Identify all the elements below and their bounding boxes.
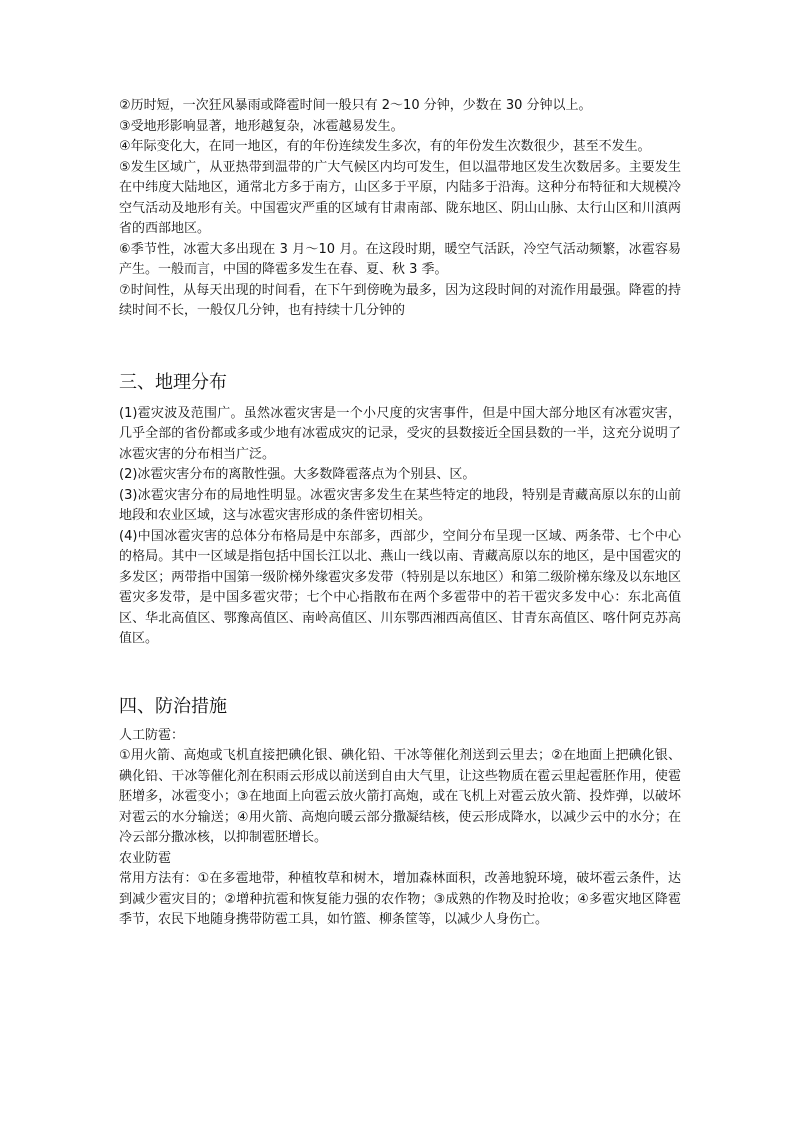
section-heading-prevention: 四、防治措施: [119, 695, 227, 717]
paragraph-item-4: ④年际变化大，在同一地区，有的年份连续发生多次，有的年份发生次数很少，甚至不发生。: [119, 139, 651, 154]
paragraph-item-6: ⑥季节性，冰雹大多出现在 3 月～10 月。在这段时期，暖空气活跃，冷空气活动频繁，冰雹容易产生。一般而言，中国的降雹多发生在春、夏、秋 3 季。: [119, 241, 681, 277]
artificial-hail-text: ①用火箭、高炮或飞机直接把碘化银、碘化铅、干冰等催化剂送到云里去；②在地面上把碘化银、碘化铅、干冰等催化剂在积雨云形成以前送到自由大气里，让这些物质在雹云里起雹胚作用，使雹胚增多，冰雹变小；③在地面上向雹云放火箭打高炮，或在飞机上对雹云放火箭、投炸弹，以破坏对雹云的水分输送；④用火箭、高炮向暖云部分撒凝结核，使云形成降水，以减少云中的水分；在冷云部分撒冰核，以抑制雹胚增长。: [119, 748, 681, 845]
paragraph-item-7: ⑦时间性，从每天出现的时间看，在下午到傍晚为最多，因为这段时间的对流作用最强。降雹的持续时间不长，一般仅几分钟，也有持续十几分钟的: [119, 282, 681, 318]
section-geography: [119, 404, 681, 650]
geography-item-1: (1)雹灾波及范围广。虽然冰雹灾害是一个小尺度的灾害事件，但是中国大部分地区有冰雹灾害，几乎全部的省份都或多或少地有冰雹成灾的记录，受灾的县数接近全国县数的一半，这充分说明了冰雹灾害的分布相当广泛。: [119, 405, 681, 462]
artificial-hail-label: 人工防雹：: [119, 727, 185, 743]
agricultural-hail-text: 常用方法有：①在多雹地带，种植牧草和树木，增加森林面积，改善地貌环境，破坏雹云条件，达到减少雹灾目的；②增种抗雹和恢复能力强的农作物；③成熟的作物及时抢收；④多雹灾地区降雹季节，农民下地随身携带防雹工具，如竹篮、柳条筐等，以减少人身伤亡。: [119, 871, 681, 927]
geography-item-3: (3)冰雹灾害分布的局地性明显。冰雹灾害多发生在某些特定的地段，特别是青藏高原以东的山前地段和农业区域，这与冰雹灾害形成的条件密切相关。: [119, 487, 681, 523]
document-page: [119, 96, 681, 931]
section-heading-geography: 三、地理分布: [119, 371, 227, 393]
geography-item-2: (2)冰雹灾害分布的离散性强。大多数降雹落点为个别县、区。: [119, 467, 476, 482]
section-two-continued: [119, 96, 681, 322]
paragraph-item-5: ⑤发生区域广，从亚热带到温带的广大气候区内均可发生，但以温带地区发生次数居多。主要发生在中纬度大陆地区，通常北方多于南方，山区多于平原，内陆多于沿海。这种分布特征和大规模冷空气活动及地形有关。中国雹灾严重的区域有甘肃南部、陇东地区、阴山山脉、太行山区和川滇两省的西部地区。: [119, 159, 681, 236]
geography-item-4: (4)中国冰雹灾害的总体分布格局是中东部多，西部少，空间分布呈现一区域、两条带、七个中心的格局。其中一区域是指包括中国长江以北、燕山一线以南、青藏高原以东的地区，是中国雹灾的多发区；两带指中国第一级阶梯外缘雹灾多发带（特别是以东地区）和第二级阶梯东缘及以东地区雹灾多发带，是中国多雹灾带；七个中心指散布在两个多雹带中的若干雹灾多发中心：东北高值区、华北高值区、鄂豫高值区、南岭高值区、川东鄂西湘西高值区、甘青东高值区、喀什阿克苏高值区。: [119, 528, 681, 646]
agricultural-hail-label: 农业防雹: [119, 850, 172, 866]
paragraph-item-2: ②历时短，一次狂风暴雨或降雹时间一般只有 2～10 分钟，少数在 30 分钟以上。: [119, 98, 592, 113]
paragraph-item-3: ③受地形影响显著，地形越复杂，冰雹越易发生。: [119, 118, 404, 134]
section-prevention: [119, 726, 681, 931]
